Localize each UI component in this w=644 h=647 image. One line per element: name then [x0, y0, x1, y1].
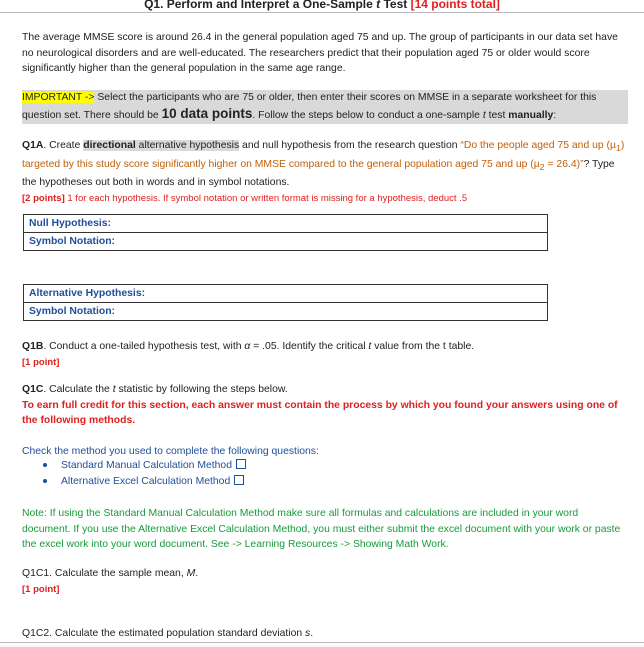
null-symbol-label: Symbol Notation: [24, 232, 547, 250]
note-paragraph: Note: If using the Standard Manual Calculation Method make sure all formulas and calculations are included in your word document. If you use the Alternative Excel Calculation Method, you must either submit the excel document with your work or paste the excel work into your word document. See -> Learning Resources -> Showing Math Work. [22, 508, 621, 550]
important-label: IMPORTANT -> [22, 92, 95, 103]
bullet-icon [43, 463, 47, 467]
method-prompt: Check the method you used to complete the following questions: [22, 446, 319, 457]
q1a-points: [2 points] 1 for each hypothesis. If symbol notation or written format is missing for a hypothesis, deduct .5 [22, 192, 468, 204]
method-option-standard[interactable]: Standard Manual Calculation Method [43, 459, 246, 471]
q1c1-points: [1 point] [22, 583, 60, 595]
null-hypothesis-label: Null Hypothesis: [29, 218, 111, 229]
q1c-paragraph: Q1C. Calculate the t statistic by following the steps below. To earn full credit for this section, each answer must contain the process by which you found your answers using one of the following methods. [22, 384, 618, 426]
q1c1-paragraph: Q1C1. Calculate the sample mean, M. [1 point] [22, 568, 199, 595]
method-option-excel[interactable]: Alternative Excel Calculation Method [43, 475, 244, 487]
checkbox-icon[interactable] [236, 459, 246, 469]
q1a-paragraph: Q1A. Create directional alternative hypothesis and null hypothesis from the research question “Do the people aged 75 and up (µ$_1$) targeted by this study score significantly higher on MMSE compared to the general population aged 75 and up (µ$_2$ = 26.4)”? Type the hypotheses out both in words and in symbol notations. [2 points] 1 for each hypothesis. If symbol notation or written format is missing for a hypothesis, deduct .5 [22, 140, 625, 204]
title-points: [14 points total] [410, 0, 500, 11]
q1b-paragraph: Q1B. Conduct a one-tailed hypothesis test, with α = .05. Identify the critical t value from the t table. [1 point] [22, 341, 475, 368]
page-bottom-edge [0, 642, 644, 647]
important-note: IMPORTANT -> Select the participants who are 75 or older, then enter their scores on MMSE in a separate worksheet for this question set. There should be 10 data points. Follow the steps below to conduct a one-sample t test manually: [22, 90, 628, 124]
q1c2-paragraph: Q1C2. Calculate the estimated population standard deviation s. [22, 628, 314, 639]
page-title: Q1. Perform and Interpret a One-Sample t Test [14 points total] [0, 0, 644, 11]
null-hypothesis-box[interactable] [23, 214, 548, 251]
alternative-hypothesis-label: Alternative Hypothesis: [29, 288, 146, 299]
intro-paragraph: The average MMSE score is around 26.4 in the general population aged 75 and up. The group of participants in our data set have no neurological disorders and are well-educated. The researchers predict that their population aged 75 or older would score significantly higher than the general population in the same age range. [22, 32, 618, 74]
bullet-icon [43, 479, 47, 483]
research-question: “Do the people aged 75 and up (µ$_1$) targeted by this study score significantly higher on MMSE compared to the general population aged 75 and up (µ$_2$ = 26.4)” [22, 140, 625, 172]
q1b-points: [1 point] [22, 356, 60, 368]
checkbox-icon[interactable] [234, 475, 244, 485]
q1c-warning: To earn full credit for this section, each answer must contain the process by which you found your answers using one of the following methods. [22, 399, 618, 426]
alternative-symbol-label: Symbol Notation: [24, 302, 547, 320]
alternative-hypothesis-box[interactable] [23, 284, 548, 321]
